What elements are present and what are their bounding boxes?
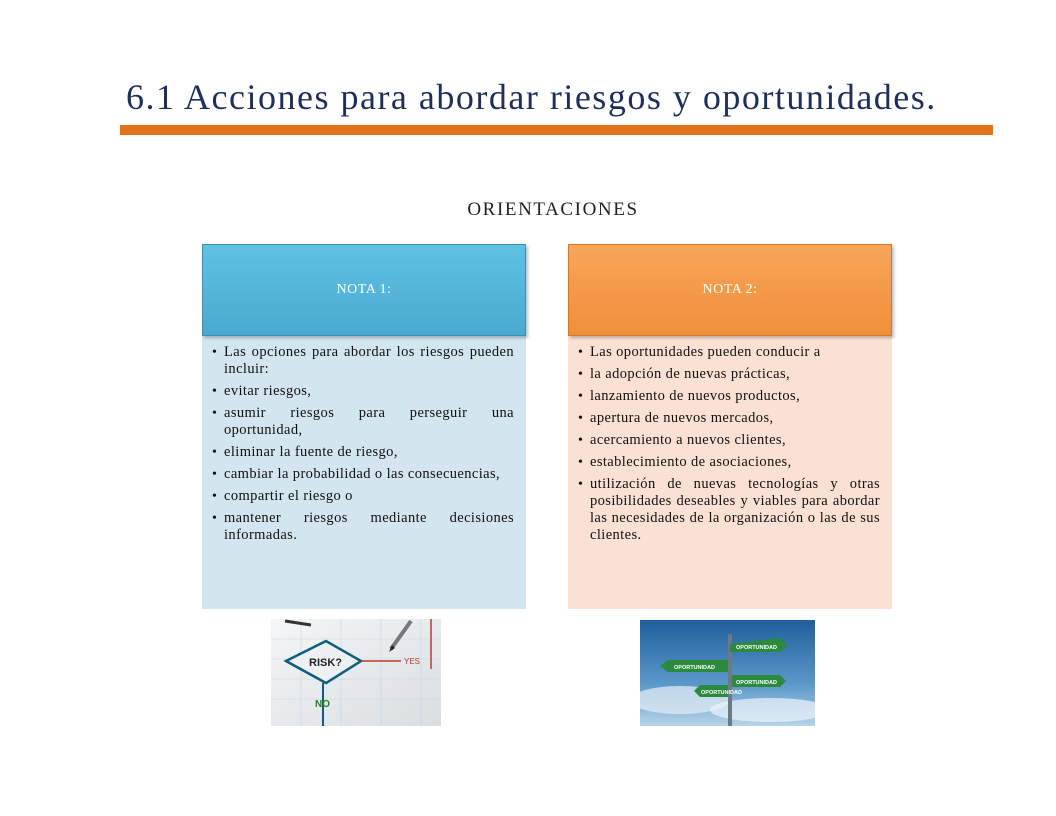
list-item: • Las opciones para abordar los riesgos pueden incluir: — [212, 344, 514, 378]
risk-label: RISK? — [309, 657, 342, 669]
list-item: • compartir el riesgo o — [212, 488, 514, 505]
list-item: • Las oportunidades pueden conducir a — [578, 344, 880, 361]
list-item: • acercamiento a nuevos clientes, — [578, 432, 880, 449]
list-item: • la adopción de nuevas prácticas, — [578, 366, 880, 383]
note-1-header: NOTA 1: — [202, 244, 526, 336]
note-2-body — [568, 336, 892, 609]
note-1-list — [212, 344, 514, 544]
note-1-body — [202, 336, 526, 609]
list-item: • evitar riesgos, — [212, 383, 514, 400]
slide-subtitle: ORIENTACIONES — [467, 199, 639, 220]
list-item: • mantener riesgos mediante decisiones informadas. — [212, 510, 514, 544]
note-2-header: NOTA 2: — [568, 244, 892, 336]
opportunity-signpost-image — [640, 620, 815, 726]
sign-label: OPORTUNIDAD — [674, 665, 715, 671]
sign-label: OPORTUNIDAD — [736, 680, 777, 686]
slide-title: 6.1 Acciones para abordar riesgos y oportunidades. — [126, 77, 937, 117]
list-item: • establecimiento de asociaciones, — [578, 454, 880, 471]
list-item: • eliminar la fuente de riesgo, — [212, 444, 514, 461]
sign-label: OPORTUNIDAD — [736, 645, 777, 651]
note-2-list — [578, 344, 880, 544]
list-item: • lanzamiento de nuevos productos, — [578, 388, 880, 405]
note-2-card — [568, 244, 892, 609]
list-item: • utilización de nuevas tecnologías y otras posibilidades deseables y viables para abordar las necesidades de la organización o las de sus clientes. — [578, 476, 880, 544]
yes-label: YES — [404, 657, 421, 666]
title-underline-bar — [120, 125, 993, 135]
note-1-card — [202, 244, 526, 609]
no-label: NO — [315, 699, 330, 710]
list-item: • asumir riesgos para perseguir una oportunidad, — [212, 405, 514, 439]
sign-label: OPORTUNIDAD — [701, 690, 742, 696]
list-item: • cambiar la probabilidad o las consecuencias, — [212, 466, 514, 483]
risk-flowchart-image — [271, 619, 441, 726]
list-item: • apertura de nuevos mercados, — [578, 410, 880, 427]
